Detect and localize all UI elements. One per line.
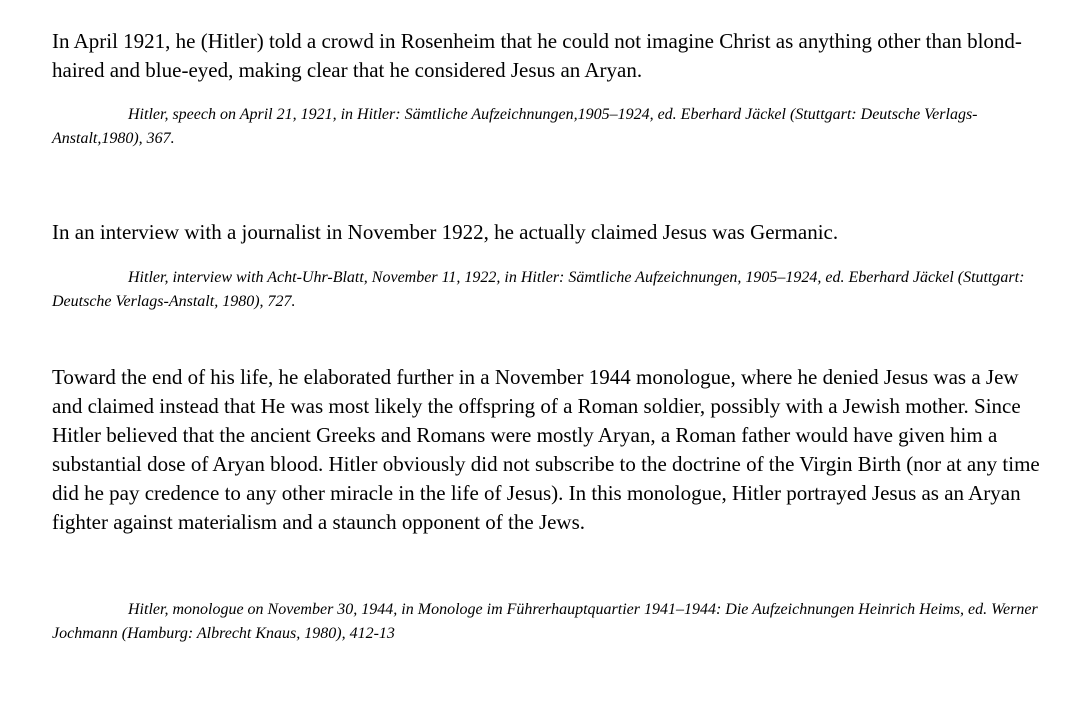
citation-1 xyxy=(52,103,1052,151)
paragraph-text: Toward the end of his life, he elaborated further in a November 1944 monologue, where he denied Jesus was a Jew and claimed instead that He was most likely the offspring of a Roman soldier, possibly with a Jewish mother. Since Hitler believed that the ancient Greeks and Romans were mostly Aryan, a Roman father would have given him a substantial dose of Aryan blood. Hitler obviously did not subscribe to the doctrine of the Virgin Birth (nor at any time did he pay credence to any other miracle in the life of Jesus). In this monologue, Hitler portrayed Jesus as an Aryan fighter against materialism and a staunch opponent of the Jews. xyxy=(52,365,1040,534)
citation-text: Hitler, interview with Acht-Uhr-Blatt, November 11, 1922, in Hitler: Sämtliche Aufzeichnungen, 1905–1924, ed. Eberhard Jäckel (Stuttgart: Deutsche Verlags-Anstalt, 1980), 727. xyxy=(52,269,1025,310)
citation-text: Hitler, monologue on November 30, 1944, in Monologe im Führerhauptquartier 1941–1944: Die Aufzeichnungen Heinrich Heims, ed. Werner Jochmann (Hamburg: Albrecht Knaus, 1980), 412-13 xyxy=(52,601,1038,642)
citation-3 xyxy=(52,598,1052,646)
citation-2 xyxy=(52,266,1052,314)
paragraph-3 xyxy=(52,363,1052,537)
paragraph-text: In an interview with a journalist in November 1922, he actually claimed Jesus was Germanic. xyxy=(52,220,839,244)
paragraph-1 xyxy=(52,27,1052,85)
paragraph-2 xyxy=(52,218,1052,247)
citation-text: Hitler, speech on April 21, 1921, in Hitler: Sämtliche Aufzeichnungen,1905–1924, ed. Eberhard Jäckel (Stuttgart: Deutsche Verlags-Anstalt,1980), 367. xyxy=(52,106,978,147)
paragraph-text: In April 1921, he (Hitler) told a crowd in Rosenheim that he could not imagine Christ as anything other than blond-haired and blue-eyed, making clear that he considered Jesus an Aryan. xyxy=(52,29,1022,82)
